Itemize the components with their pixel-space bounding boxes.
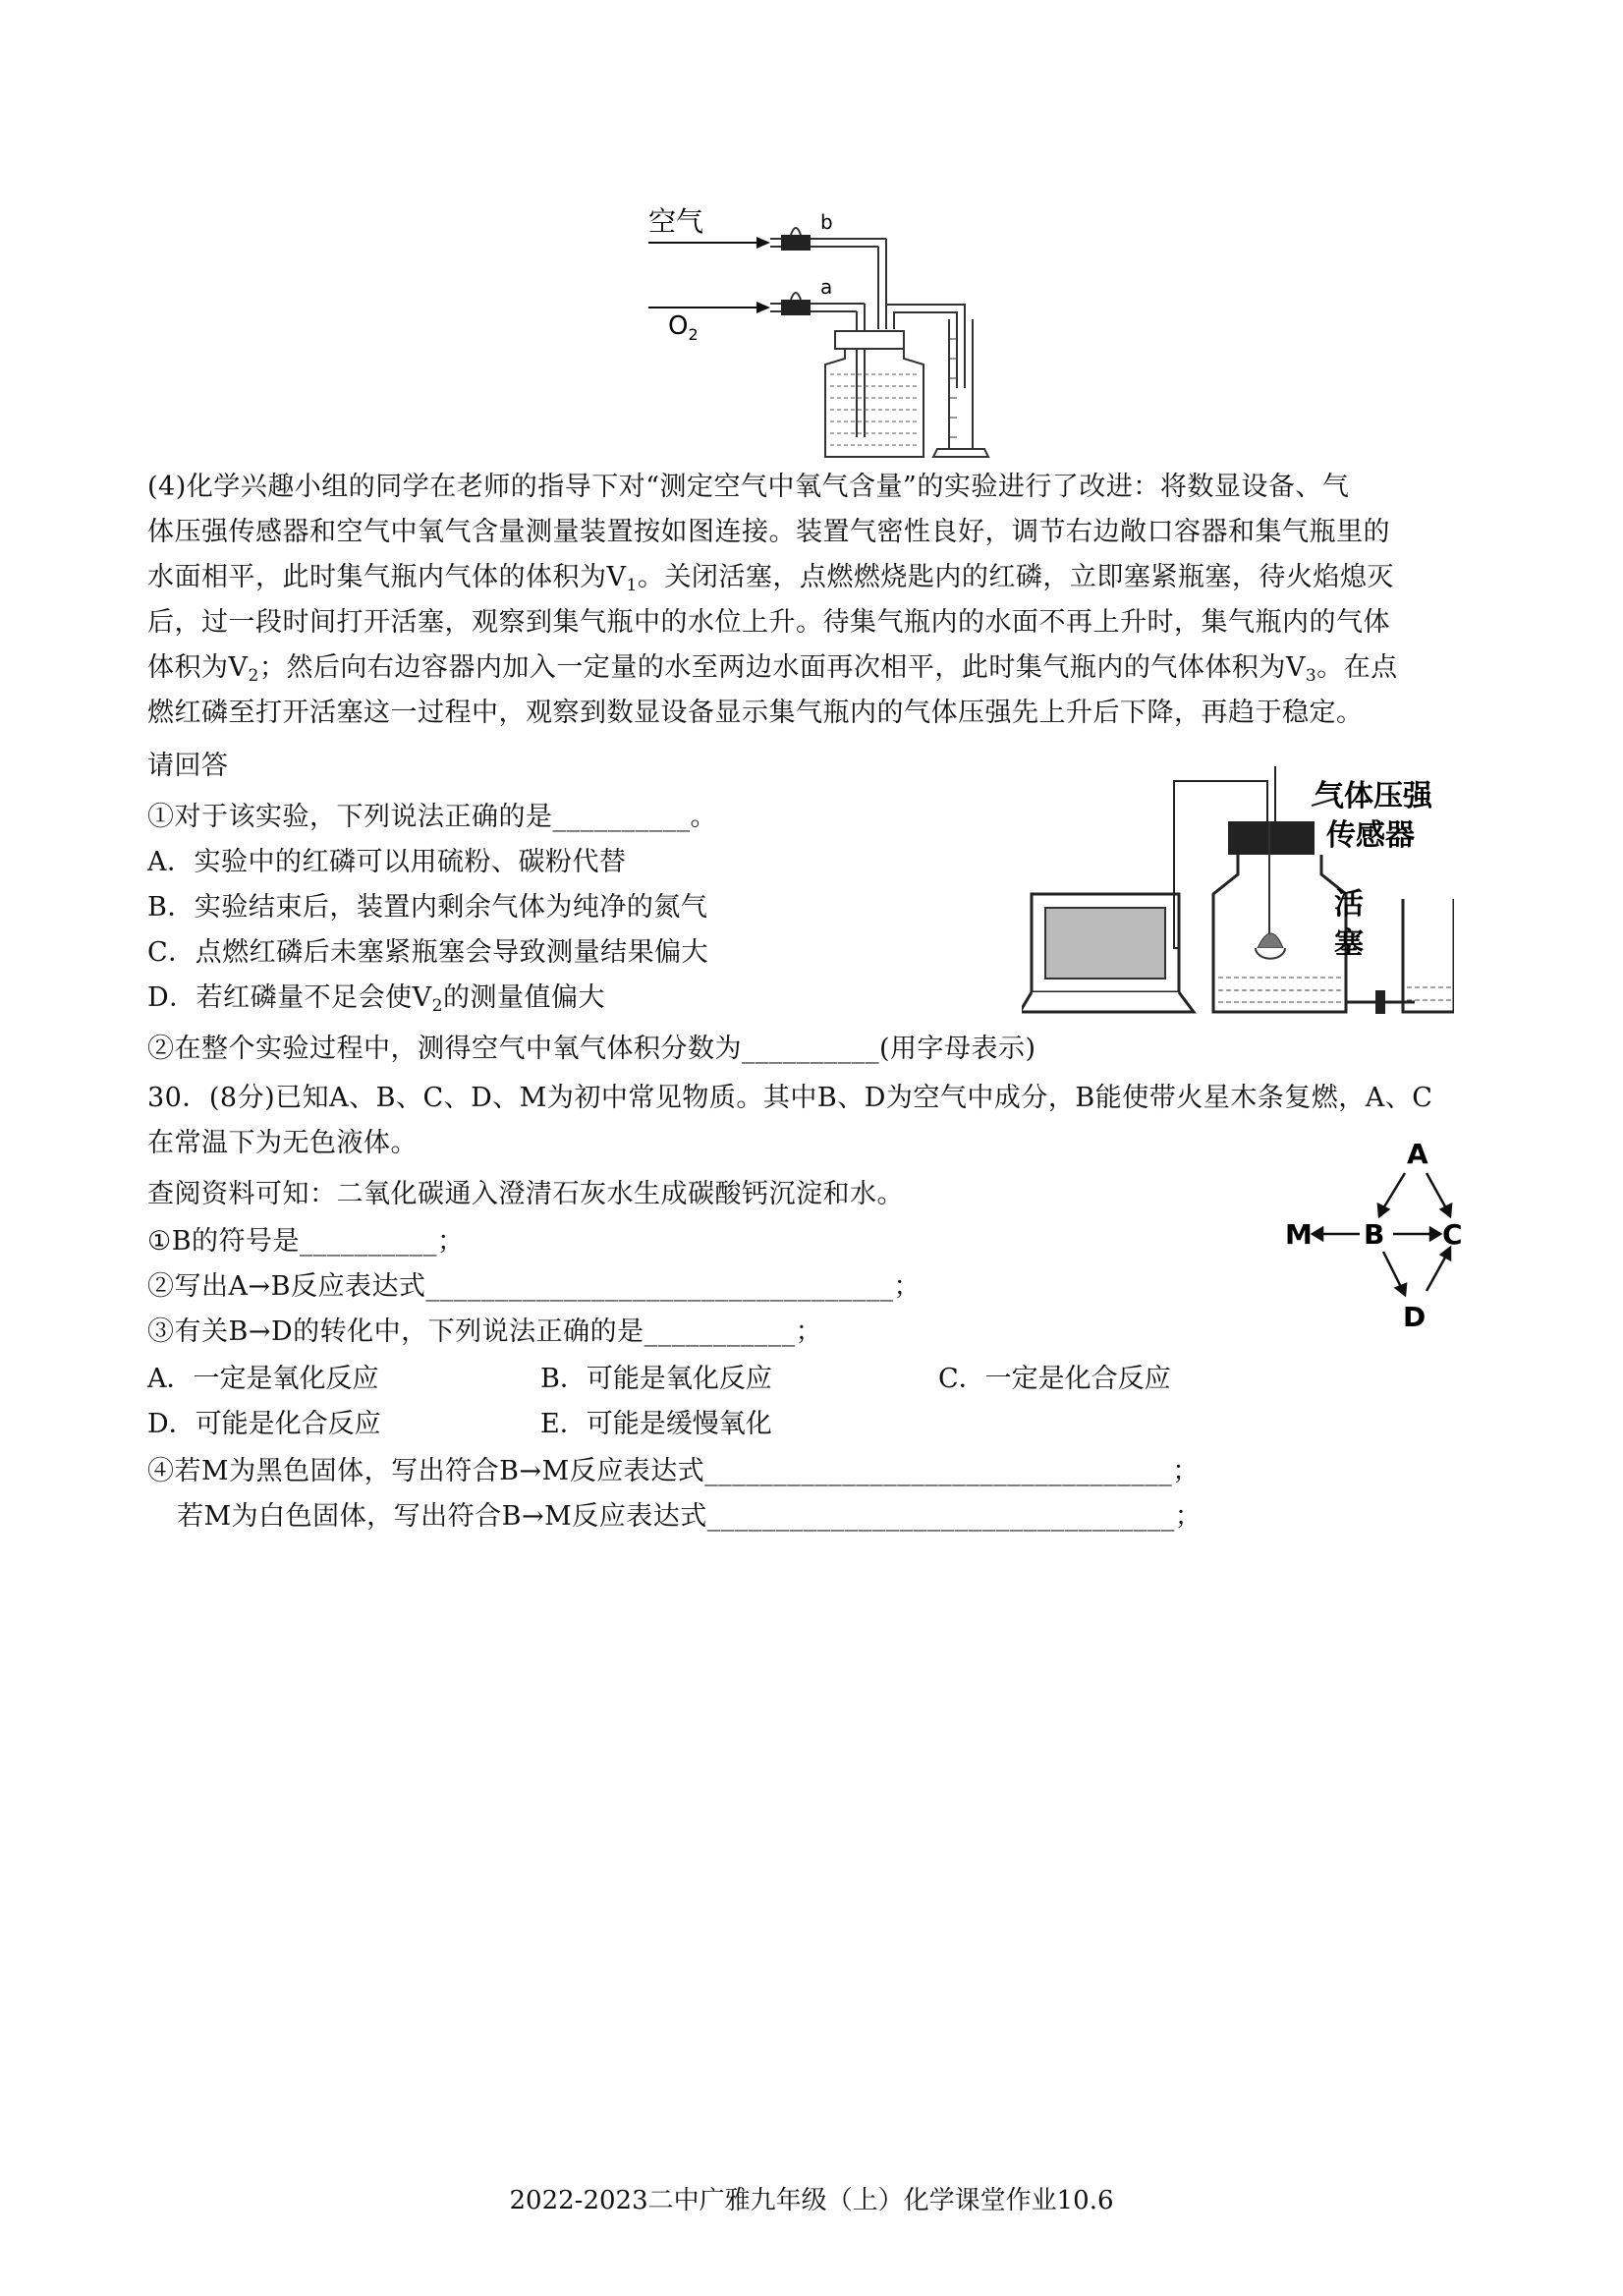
q4-line-1: (4)化学兴趣小组的同学在老师的指导下对“测定空气中氧气含量”的实验进行了改进：将数显设备、气 bbox=[147, 472, 1350, 502]
q30-line-2: 在常温下为无色液体。 bbox=[147, 1128, 418, 1158]
q4-option-b: B．实验结束后，装置内剩余气体为纯净的氮气 bbox=[147, 892, 708, 923]
q30-option-e: E．可能是缓慢氧化 bbox=[540, 1409, 772, 1439]
page-footer: 2022-2023二中广雅九年级（上）化学课堂作业10.6 bbox=[509, 2186, 1114, 2215]
q30-sub-5: 若M为白色固体，写出符合B→M反应表达式__________________________________； bbox=[177, 1501, 1203, 1532]
q4-sub-question-1: ①对于该实验，下列说法正确的是__________。 bbox=[147, 802, 717, 832]
q30-option-a: A．一定是氧化反应 bbox=[147, 1364, 379, 1394]
q4-line-7: 请回答 bbox=[147, 751, 229, 781]
q4-option-d: D．若红磷量不足会使$V_2$的测量值偏大 bbox=[147, 982, 605, 1016]
q4-line-5: 体积为$V_2$；然后向右边容器内加入一定量的水至两边水面再次相平，此时集气瓶内的气体体积为$V_3$。在点 bbox=[147, 652, 1398, 686]
node-a: A bbox=[1407, 1138, 1428, 1170]
q30-option-d: D．可能是化合反应 bbox=[147, 1409, 381, 1439]
q4-line-4: 后，过一段时间打开活塞，观察到集气瓶中的水位上升。待集气瓶内的水面不再上升时，集气瓶内的气体 bbox=[147, 607, 1390, 638]
q4-option-c: C．点燃红磷后未塞紧瓶塞会导致测量结果偏大 bbox=[147, 937, 709, 968]
valve-label-2: 塞 bbox=[1334, 926, 1364, 961]
q4-line-6: 燃红磷至打开活塞这一过程中，观察到数显设备显示集气瓶内的气体压强先上升后下降，再趋于稳定。 bbox=[147, 698, 1364, 728]
sensor-label-2: 传感器 bbox=[1326, 818, 1415, 853]
node-d: D bbox=[1403, 1301, 1427, 1333]
q4-option-a: A．实验中的红磷可以用硫粉、碳粉代替 bbox=[147, 847, 627, 877]
q4-line-2: 体压强传感器和空气中氧气含量测量装置按如图连接。装置气密性良好，调节右边敞口容器和集气瓶里的 bbox=[147, 517, 1390, 547]
o2-label: $O_2$ bbox=[668, 311, 699, 344]
q30-sub-3: ③有关B→D的转化中，下列说法正确的是___________； bbox=[147, 1316, 823, 1347]
q30-sub-1: ①B的符号是__________； bbox=[147, 1226, 465, 1257]
clamp-a-label: a bbox=[820, 275, 833, 299]
q4-sub-question-2: ②在整个实验过程中，测得空气中氧气体积分数为__________(用字母表示) bbox=[147, 1034, 1036, 1064]
node-c: C bbox=[1442, 1218, 1463, 1251]
q30-sub-4: ④若M为黑色固体，写出符合B→M反应表达式__________________________________； bbox=[147, 1456, 1200, 1486]
clamp-b-label: b bbox=[820, 210, 833, 234]
air-label: 空气 bbox=[648, 205, 704, 238]
q30-option-c: C．一定是化合反应 bbox=[938, 1364, 1171, 1394]
node-b: B bbox=[1364, 1218, 1385, 1251]
pressure-sensor-figure bbox=[1022, 766, 1454, 1024]
apparatus-figure-top bbox=[629, 192, 1022, 467]
q30-sub-2: ②写出A→B反应表达式__________________________________； bbox=[147, 1271, 921, 1302]
node-m: M bbox=[1285, 1218, 1313, 1251]
transformation-diagram bbox=[1277, 1130, 1483, 1346]
sensor-label-1: 气体压强 bbox=[1315, 779, 1432, 813]
q30-line-3: 查阅资料可知：二氧化碳通入澄清石灰水生成碳酸钙沉淀和水。 bbox=[147, 1179, 904, 1209]
q4-line-3: 水面相平，此时集气瓶内气体的体积为$V_1$。关闭活塞，点燃燃烧匙内的红磷，立即塞紧瓶塞，待火焰熄灭 bbox=[147, 562, 1394, 595]
q30-line-1: 30．(8分)已知A、B、C、D、M为初中常见物质。其中B、D为空气中成分，B能使带火星木条复燃，A、C bbox=[147, 1083, 1433, 1113]
q30-option-b: B．可能是氧化反应 bbox=[540, 1364, 772, 1394]
valve-label-1: 活 bbox=[1334, 887, 1364, 922]
